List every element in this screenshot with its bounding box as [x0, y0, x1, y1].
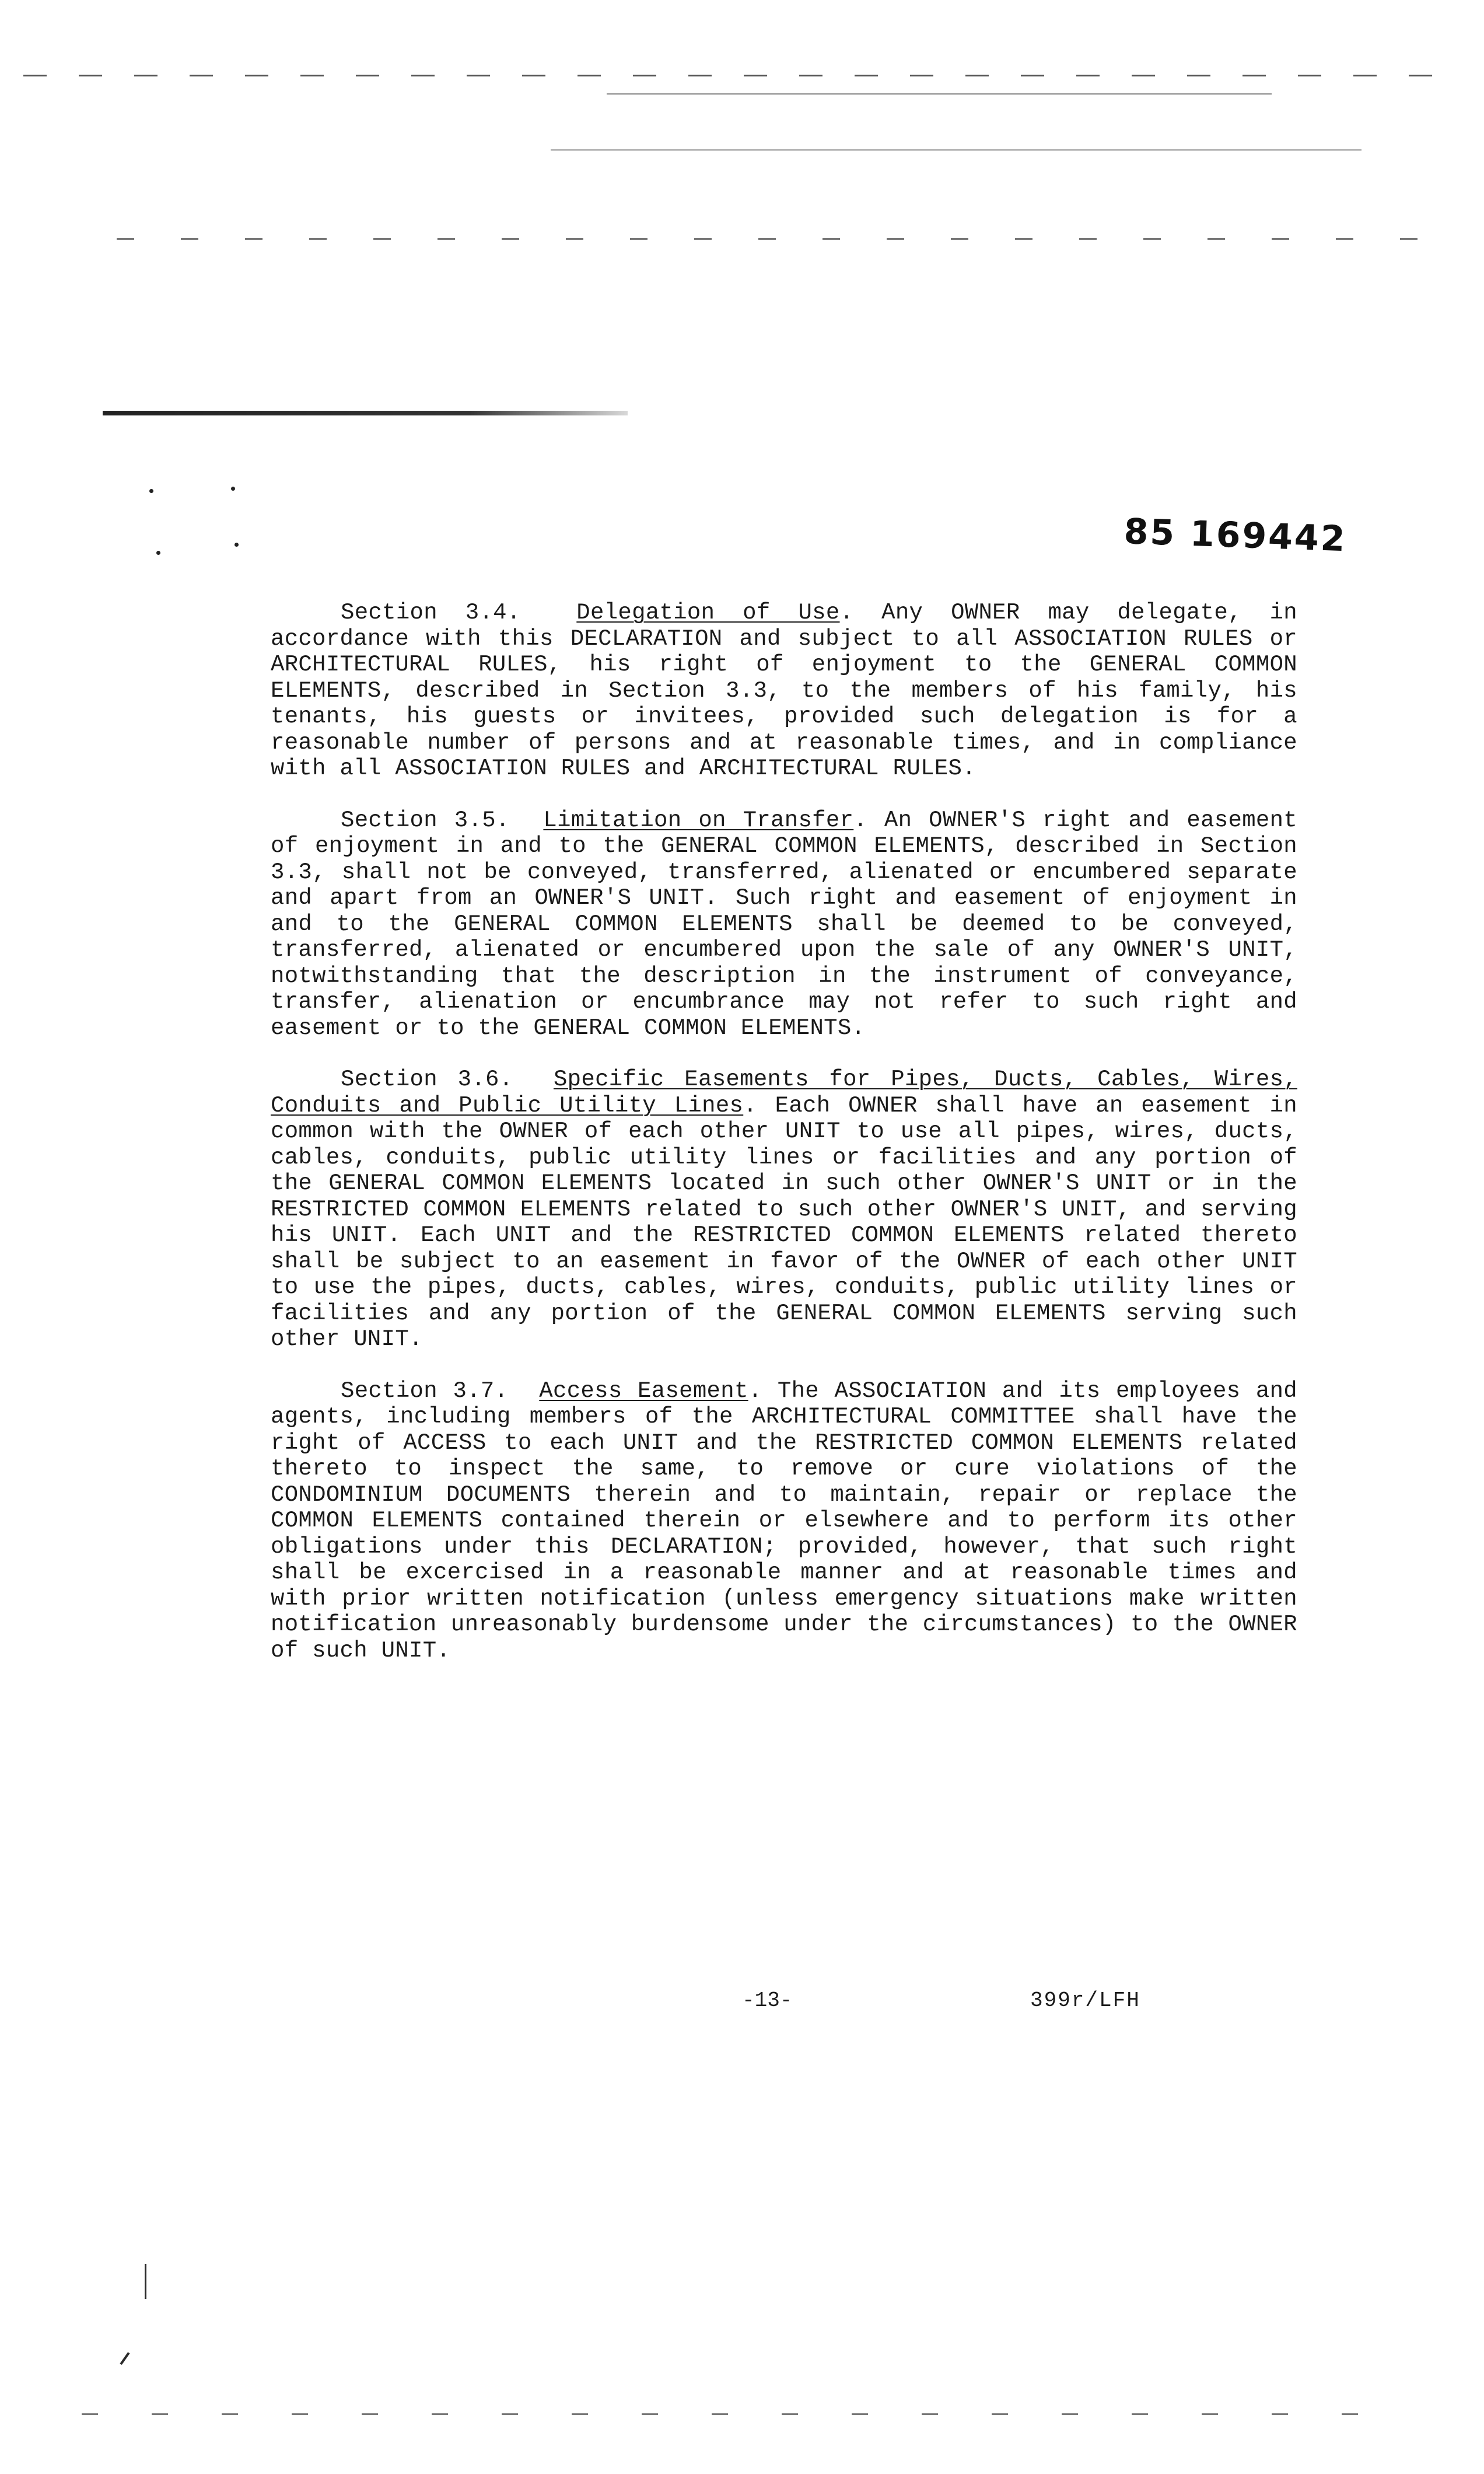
section-text: . Each OWNER shall have an easement in common with the OWNER of each other UNIT to use all pipes, wires, ducts, cables, conduits, public utility lines or facilities and any portion of the GENERAL COMMON ELEMENTS located in such other OWNER'S UNIT or in the RESTRICTED COMMON ELEMENTS related to such other OWNER'S UNIT, and serving his UNIT. Each UNIT and the RESTRICTED COMMON ELEMENTS related thereto shall be subject to an easement in favor of the OWNER of each other UNIT to use the pipes, ducts, cables, wires, conduits, public utility lines or facilities and any portion of the GENERAL COMMON ELEMENTS serving such other UNIT.	[271, 1092, 1297, 1352]
scan-artifact-dashes	[117, 238, 1435, 240]
section-text: . Any OWNER may delegate, in accordance with this DECLARATION and subject to all ASSOCIATION RULES or ARCHITECTURAL RULES, his right of enjoyment to the GENERAL COMMON ELEMENTS, described in Section 3.3, to the members of his family, his tenants, his guests or invitees, provided such delegation is for a reasonable number of persons and at reasonable times, and in compliance with all ASSOCIATION RULES and ARCHITECTURAL RULES.	[271, 600, 1297, 781]
section-3-4	[271, 600, 1297, 782]
section-number: Section 3.6.	[341, 1067, 513, 1092]
section-heading: Specific Easements for Pipes, Ducts, Cables, Wires, Conduits and Public Utility Lines	[271, 1067, 1297, 1119]
section-heading: Limitation on Transfer	[543, 807, 854, 833]
scan-artifact-mark	[120, 2352, 130, 2365]
section-text: . The ASSOCIATION and its employees and agents, including members of the ARCHITECTURAL COMMITTEE shall have the right of ACCESS to each UNIT and the RESTRICTED COMMON ELEMENTS related thereto to inspect the same, to remove or cure violations of the CONDOMINIUM DOCUMENTS therein and to maintain, repair or replace the COMMON ELEMENTS contained therein or elsewhere and to perform its other obligations under this DECLARATION; provided, however, that such right shall be excercised in a reasonable manner and at reasonable times and with prior written notification (unless emergency situations make written notification unreasonably burdensome under the circumstances) to the OWNER of such UNIT.	[271, 1378, 1297, 1664]
section-number: Section 3.5.	[341, 807, 510, 833]
scan-artifact-top	[23, 75, 1447, 76]
section-number: Section 3.7.	[341, 1378, 509, 1404]
scan-artifact-dot	[231, 487, 235, 491]
scan-artifact-thick-rule	[103, 411, 628, 415]
section-3-6	[271, 1067, 1297, 1353]
section-text: . An OWNER'S right and easement of enjoyment in and to the GENERAL COMMON ELEMENTS, described in Section 3.3, shall not be conveyed, transferred, alienated or encumbered separate and apart from an OWNER'S UNIT. Such right and easement of enjoyment in and to the GENERAL COMMON ELEMENTS shall be deemed to be conveyed, transferred, alienated or encumbered upon the sale of any OWNER'S UNIT, notwithstanding that the description in the instrument of conveyance, transfer, alienation or encumbrance may not refer to such right and easement or to the GENERAL COMMON ELEMENTS.	[271, 807, 1298, 1041]
document-body	[271, 600, 1297, 1689]
scan-artifact-dot	[235, 543, 239, 547]
section-number: Section 3.4.	[341, 600, 521, 626]
section-3-7	[271, 1378, 1297, 1664]
scan-artifact-mark	[145, 2264, 146, 2299]
section-heading: Delegation of Use	[576, 600, 840, 626]
section-3-5	[271, 808, 1297, 1042]
recording-stamp-number: 85 169442	[1123, 511, 1348, 560]
scan-artifact-dot	[156, 551, 160, 555]
document-code: 399r/LFH	[1030, 1989, 1140, 2012]
scan-artifact-rule-2	[551, 149, 1362, 151]
scan-artifact-bottom	[82, 2413, 1400, 2415]
scan-artifact-dot	[149, 489, 153, 493]
page-number: -13-	[742, 1989, 793, 2012]
section-heading: Access Easement	[539, 1378, 748, 1404]
scan-artifact-rule	[607, 93, 1272, 95]
